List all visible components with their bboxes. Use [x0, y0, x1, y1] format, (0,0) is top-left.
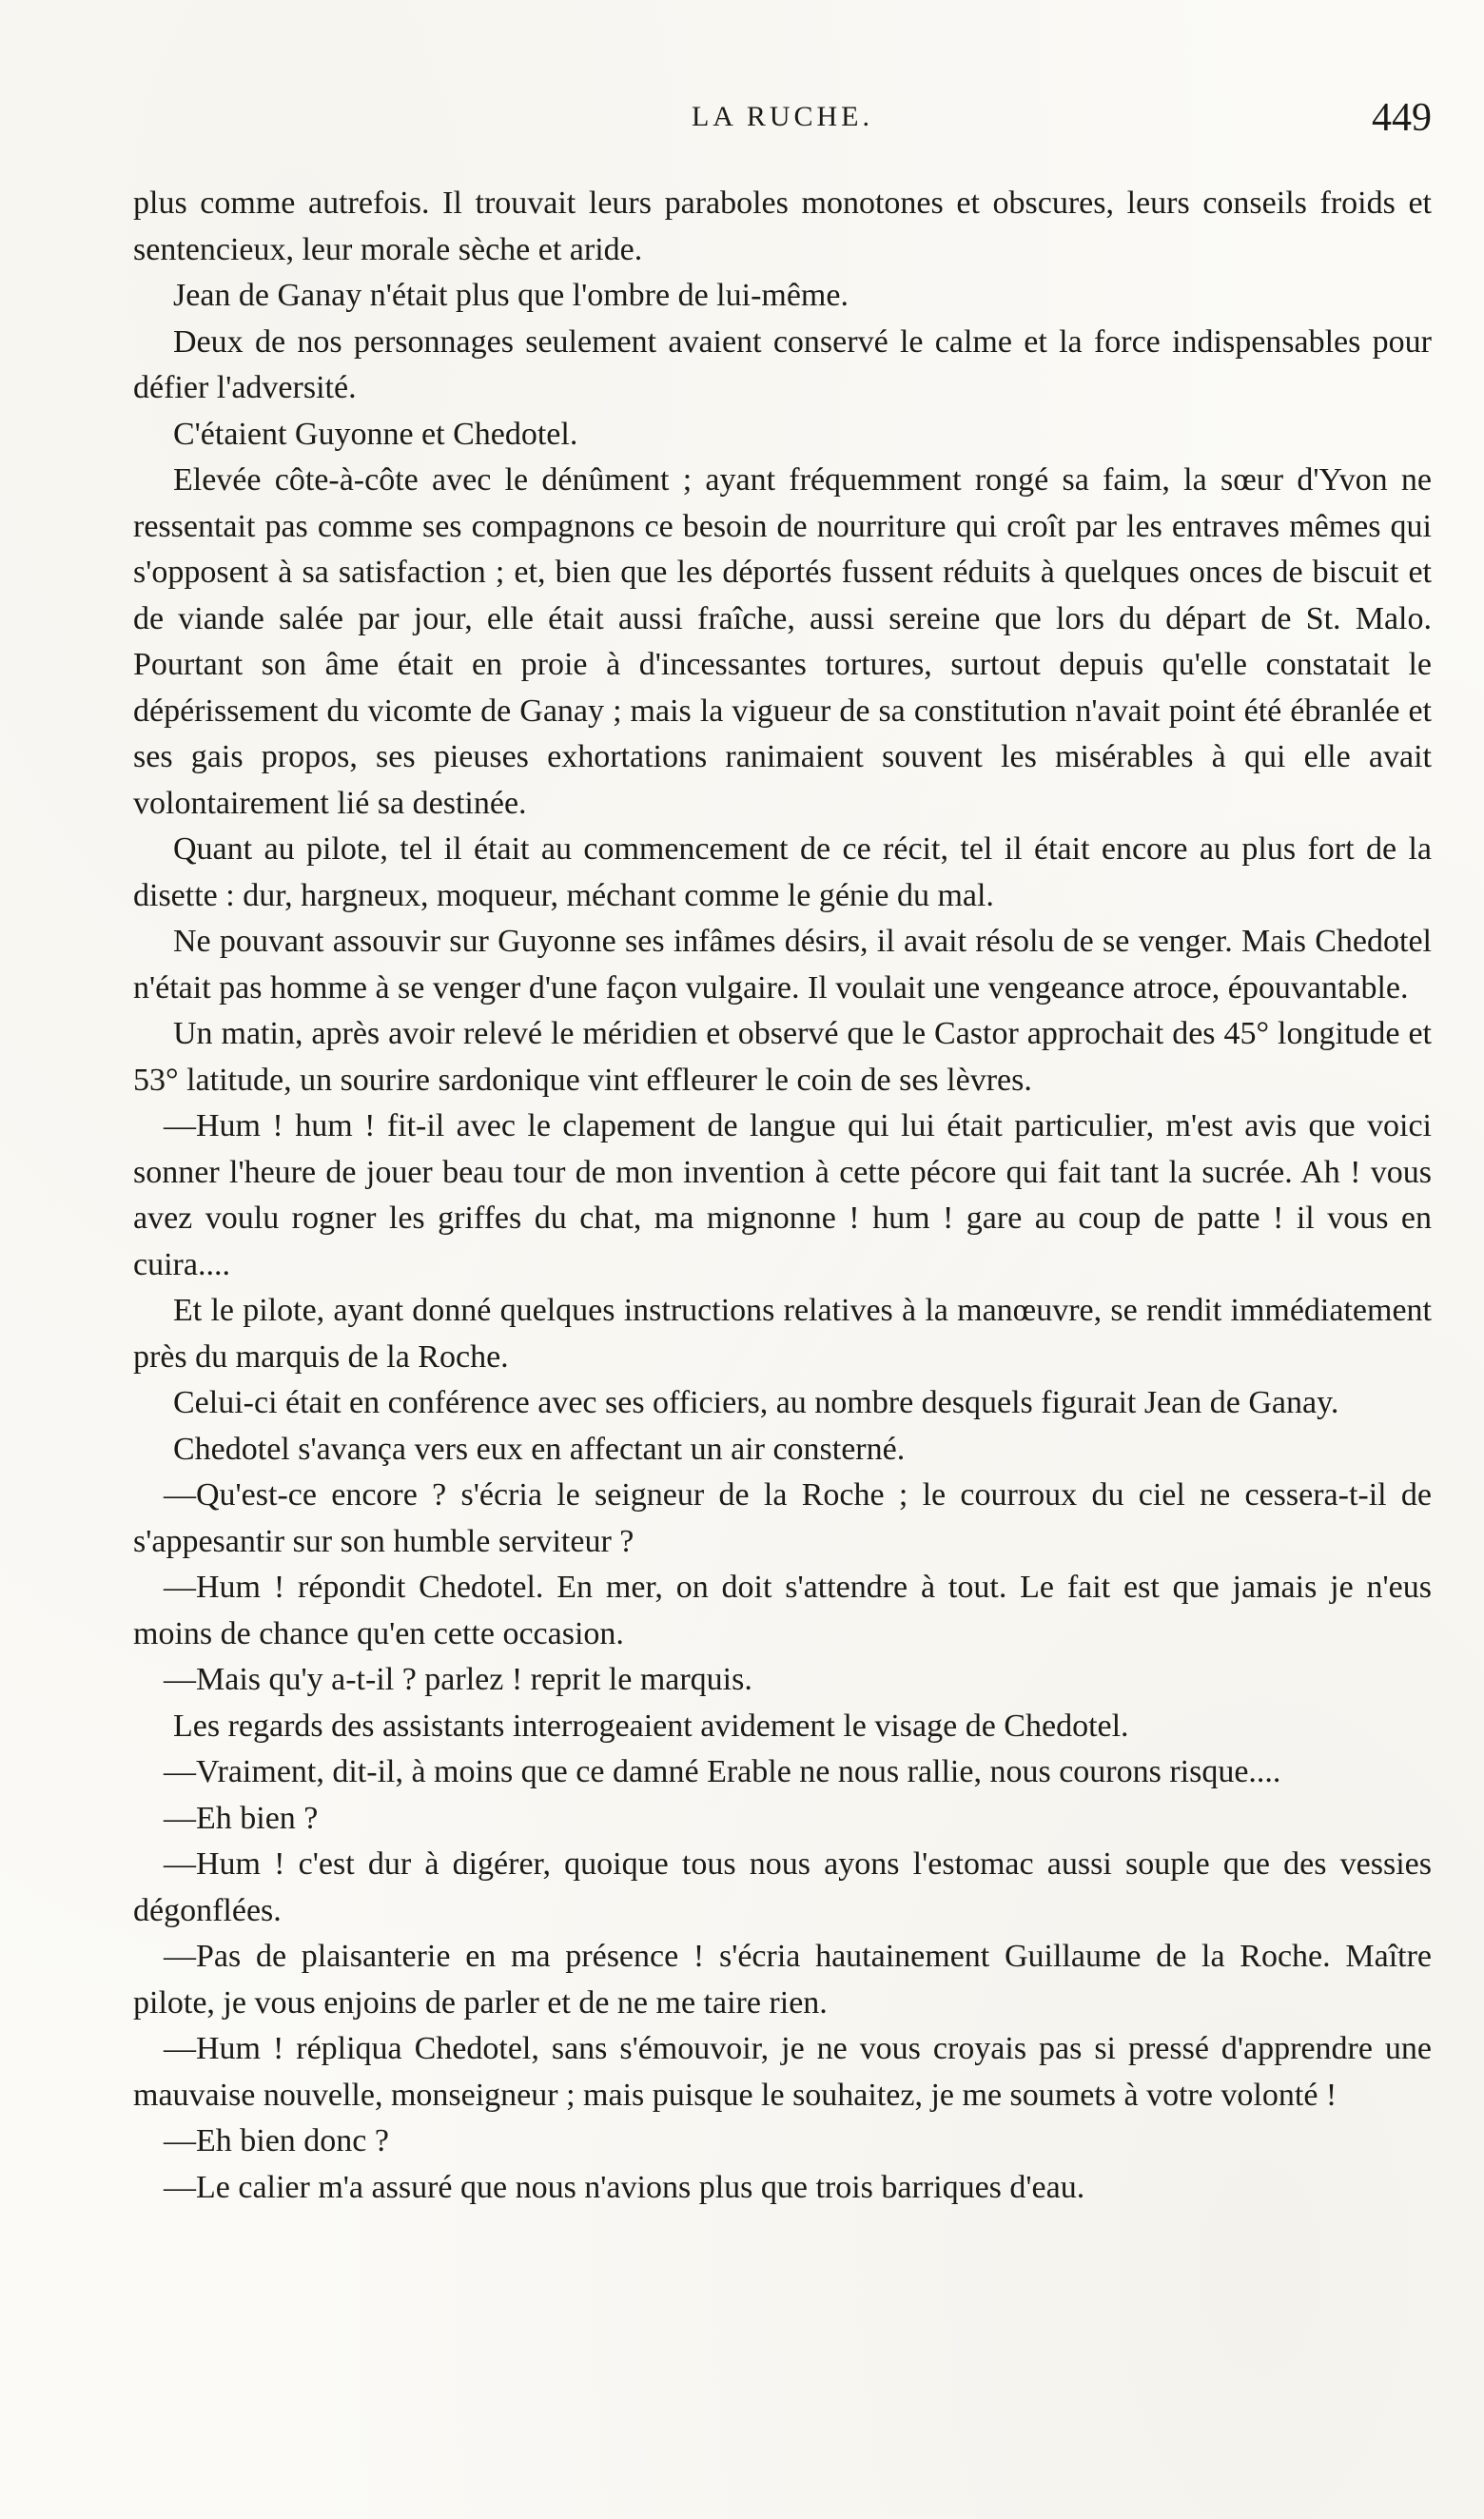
paragraph-continuation: plus comme autrefois. Il trouvait leurs paraboles monotones et obscures, leurs conseils froids et sentencieux, leur morale sèche et aride. — [133, 186, 1432, 267]
paragraph: Celui-ci était en conférence avec ses officiers, au nombre desquels figurait Jean de Ganay. — [173, 1385, 1339, 1420]
text-body — [133, 181, 1432, 2211]
paragraph: Jean de Ganay n'était plus que l'ombre de lui-même. — [173, 278, 849, 313]
dialogue-paragraph: —Qu'est-ce encore ? s'écria le seigneur de la Roche ; le courroux du ciel ne cessera-t-il de s'appesantir sur son humble serviteur ? — [133, 1477, 1432, 1559]
paragraph: Quant au pilote, tel il était au commencement de ce récit, tel il était encore au plus fort de la disette : dur, hargneux, moqueur, méchant comme le génie du mal. — [133, 831, 1432, 913]
dialogue-paragraph: —Mais qu'y a-t-il ? parlez ! reprit le marquis. — [164, 1662, 752, 1697]
dialogue-paragraph: —Hum ! c'est dur à digérer, quoique tous nous ayons l'estomac aussi souple que des vessies dégonflées. — [133, 1846, 1432, 1928]
paragraph: Et le pilote, ayant donné quelques instructions relatives à la manœuvre, se rendit immédiatement près du marquis de la Roche. — [133, 1293, 1432, 1375]
paragraph: C'étaient Guyonne et Chedotel. — [173, 416, 578, 452]
paragraph: Ne pouvant assouvir sur Guyonne ses infâmes désirs, il avait résolu de se venger. Mais Chedotel n'était pas homme à se venger d'une façon vulgaire. Il voulait une vengeance atroce, épouvantable. — [133, 924, 1432, 1006]
paragraph: Chedotel s'avança vers eux en affectant un air consterné. — [173, 1431, 906, 1467]
paragraph: Elevée côte-à-côte avec le dénûment ; ayant fréquemment rongé sa faim, la sœur d'Yvon ne ressentait pas comme ses compagnons ce besoin de nourriture qui croît par les entraves mêmes qui s'opposent à sa satisfaction ; et, bien que les déportés fussent réduits à quelques onces de biscuit et de viande salée par jour, elle était aussi fraîche, aussi sereine que lors du départ de St. Malo. Pourtant son âme était en proie à d'incessantes tortures, surtout depuis qu'elle constatait le dépérissement du vicomte de Ganay ; mais la vigueur de sa constitution n'avait point été ébranlée et ses gais propos, ses pieuses exhortations ranimaient souvent les misérables à qui elle avait volontairement lié sa destinée. — [133, 462, 1432, 821]
dialogue-paragraph: —Hum ! hum ! fit-il avec le clapement de langue qui lui était particulier, m'est avis que voici sonner l'heure de jouer beau tour de mon invention à cette pécore qui fait tant la sucrée. Ah ! vous avez voulu rogner les griffes du chat, ma mignonne ! hum ! gare au coup de patte ! il vous en cuira.... — [133, 1108, 1432, 1282]
page-number: 449 — [1372, 96, 1432, 140]
dialogue-paragraph: —Hum ! répondit Chedotel. En mer, on doit s'attendre à tout. Le fait est que jamais je n'eus moins de chance qu'en cette occasion. — [133, 1570, 1432, 1651]
dialogue-paragraph: —Eh bien ? — [164, 1800, 319, 1836]
paragraph: Deux de nos personnages seulement avaient conservé le calme et la force indispensables pour défier l'adversité. — [133, 323, 1432, 405]
dialogue-paragraph: —Pas de plaisanterie en ma présence ! s'écria hautainement Guillaume de la Roche. Maître pilote, je vous enjoins de parler et de ne me taire rien. — [133, 1939, 1432, 2021]
running-title: LA RUCHE. — [691, 101, 873, 132]
dialogue-paragraph: —Vraiment, dit-il, à moins que ce damné Erable ne nous rallie, nous courons risque.... — [164, 1754, 1281, 1789]
dialogue-paragraph: —Eh bien donc ? — [164, 2123, 389, 2158]
dialogue-paragraph: —Le calier m'a assuré que nous n'avions plus que trois barriques d'eau. — [164, 2169, 1085, 2205]
page-header — [133, 95, 1432, 152]
paragraph: Un matin, après avoir relevé le méridien et observé que le Castor approchait des 45° longitude et 53° latitude, un sourire sardonique vint effleurer le coin de ses lèvres. — [133, 1016, 1432, 1098]
paragraph: Les regards des assistants interrogeaient avidement le visage de Chedotel. — [173, 1708, 1129, 1744]
dialogue-paragraph: —Hum ! répliqua Chedotel, sans s'émouvoir, je ne vous croyais pas si pressé d'apprendre une mauvaise nouvelle, monseigneur ; mais puisque le souhaitez, je me soumets à votre volonté ! — [133, 2031, 1432, 2113]
